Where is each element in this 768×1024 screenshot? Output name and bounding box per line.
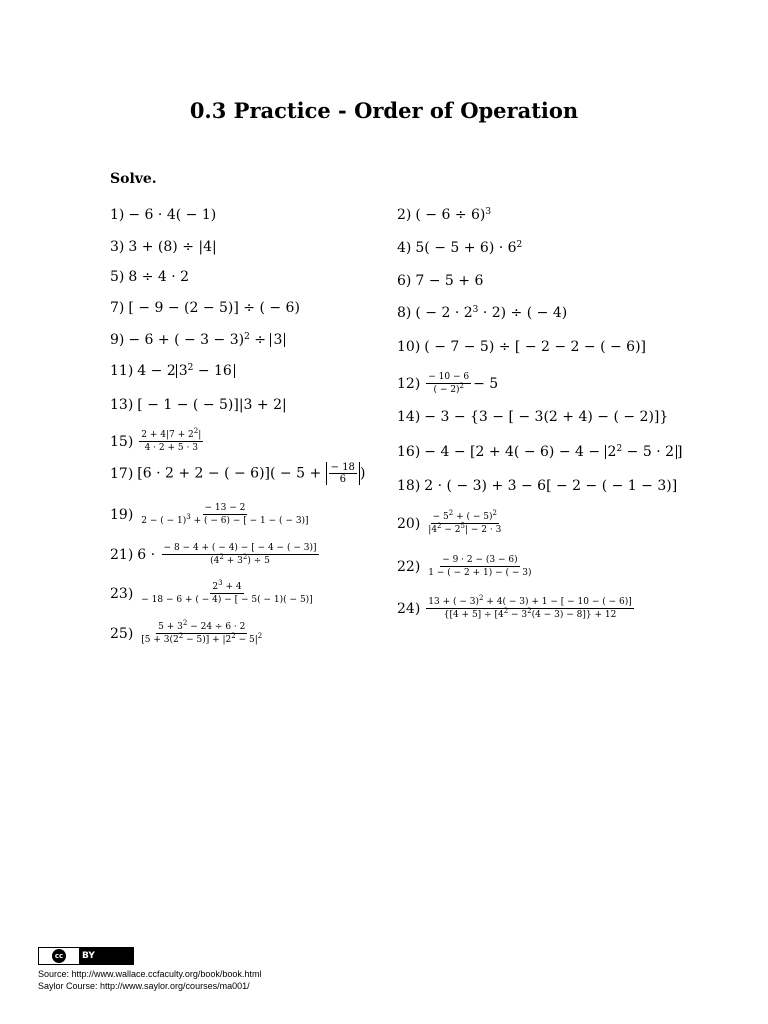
problem-12: 12) $\frac{- 10 - 6}{( - 2)^2}$ − 5 bbox=[397, 372, 499, 396]
problem-23: 23) $\frac{2^3 + 4}{- 18 - 6 + ( - 4) - [ - 5( - 1)( - 5)]}$ bbox=[110, 579, 313, 606]
problem-21: 21) 6 · $\frac{- 8 - 4 + ( - 4) - [ - 4 - ( - 3)]}{(4^2 + 3^2) \div 5}$ bbox=[110, 543, 317, 567]
problem-25: 25) $\frac{5 + 3^2 - 24 \div 6 \cdot 2}{[5 + 3(2^2 - 5)] + |2^2 - 5|^2}$ bbox=[110, 619, 263, 646]
problem-22: 22) $\frac{- 9 \cdot 2 - (3 - 6)}{1 - ( - 2 + 1) - ( - 3)}$ bbox=[397, 555, 532, 579]
cc-license-badge bbox=[38, 947, 134, 965]
problem-10: 10) ( − 7 − 5) ÷ [ − 2 − 2 − ( − 6)] bbox=[397, 339, 647, 355]
problem-9: 9) − 6 + ( − 3 − 3)$^2$ ÷ 3 bbox=[110, 333, 285, 347]
instruction-label: Solve. bbox=[110, 171, 157, 187]
problem-7: 7) [ − 9 − (2 − 5)] ÷ ( − 6) bbox=[110, 300, 300, 316]
problem-11: 11) 4 − 2 $3^2 - 16$ bbox=[110, 364, 235, 378]
problem-24: 24) $\frac{13 + ( - 3)^2 + 4( - 3) + 1 - [ - 10 - ( - 6)]}{\{[4 + 5] \div [4^2 - 3^2(4 - 3) - 8]\} + 12}$ bbox=[397, 594, 632, 621]
problem-16: $16) - 4 - [2 + 4( - 6) - 4 - 2^2 - 5 \cdot 2$ ] bbox=[397, 444, 683, 460]
problem-15: 15) $\frac{2 + 4|7 + 2^2|}{4 \cdot 2 + 5 \cdot 3}$ bbox=[110, 427, 202, 454]
course-line: Saylor Course: http://www.saylor.org/courses/ma001/ bbox=[38, 981, 250, 991]
problem-19: 19) $\frac{- 13 - 2}{2 - ( - 1)^3 + ( - 6) - [ - 1 - ( - 3)]}$ bbox=[110, 503, 309, 527]
by-label: BY bbox=[82, 951, 95, 961]
problem-3: 3) 3 + (8) ÷ |4| bbox=[110, 239, 217, 255]
cc-icon: cc bbox=[52, 949, 66, 963]
problem-4: 4) $5( - 5 + 6) \cdot 6^2$ bbox=[397, 240, 523, 256]
problem-2: 2) ( − 6 ÷ 6)$^3$ bbox=[397, 207, 492, 223]
problem-1: 1) − 6 · 4( − 1) bbox=[110, 207, 217, 223]
problem-8: 8) ( − $2 \cdot 2^3 \cdot 2$) ÷ ( − 4) bbox=[397, 305, 568, 321]
problem-14: 14) − 3 − {3 − [ − 3(2 + 4) − ( − 2)]} bbox=[397, 409, 669, 425]
source-line: Source: http://www.wallace.ccfaculty.org/book/book.html bbox=[38, 969, 262, 979]
problem-17: 17) [6 · 2 + 2 − ( − 6)]( − 5 + $\frac{- 18}{6}$ ) bbox=[110, 462, 366, 485]
problem-13: 13) [ − 1 − ( − 5)]|3 + 2| bbox=[110, 397, 287, 413]
problem-6: 6) 7 − 5 + 6 bbox=[397, 273, 484, 289]
problem-5: 5) 8 ÷ 4 · 2 bbox=[110, 269, 190, 285]
problem-18: 18) 2 · ( − 3) + 3 − 6[ − 2 − ( − 1 − 3)] bbox=[397, 478, 678, 494]
problem-20: 20) $\frac{- 5^2 + ( - 5)^2}{|4^2 - 2^5| - 2 \cdot 3}$ bbox=[397, 509, 502, 536]
page-title: 0.3 Practice - Order of Operation bbox=[189, 98, 579, 123]
